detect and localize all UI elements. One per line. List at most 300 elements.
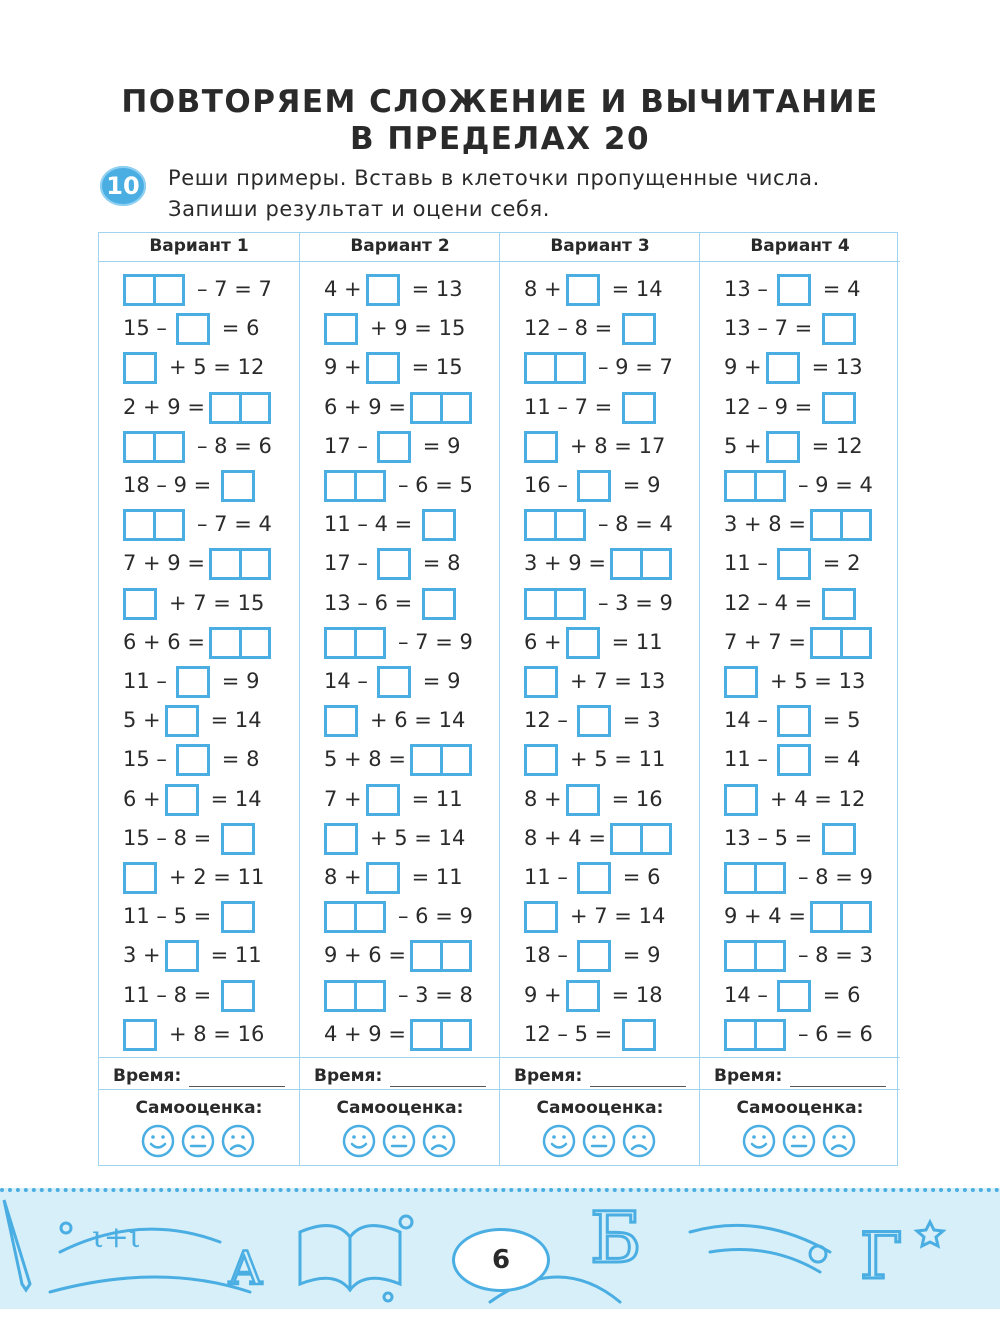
equation-text: – 8 = 9 bbox=[798, 865, 873, 889]
answer-box-two-digit[interactable] bbox=[724, 862, 786, 894]
answer-box[interactable] bbox=[577, 862, 611, 894]
equation-row bbox=[700, 939, 900, 971]
equation-row bbox=[99, 587, 299, 619]
equation-text: 14 – bbox=[324, 669, 368, 693]
time-row bbox=[300, 1057, 500, 1090]
page-title-line-1: ПОВТОРЯЕМ СЛОЖЕНИЕ И ВЫЧИТАНИЕ bbox=[121, 84, 879, 120]
variant-title: Вариант 1 bbox=[99, 233, 299, 262]
equation-row bbox=[700, 743, 900, 775]
equation-row bbox=[300, 704, 500, 736]
equation-text: + 2 = 11 bbox=[169, 865, 265, 889]
equation-text: 12 – bbox=[524, 708, 568, 733]
answer-box[interactable] bbox=[622, 1019, 656, 1051]
equation-row bbox=[700, 1018, 900, 1050]
equation-row bbox=[500, 351, 700, 383]
equation-row bbox=[500, 273, 700, 305]
equation-text: = 9 bbox=[622, 473, 661, 497]
self-assessment-label: Самооценка: bbox=[135, 1098, 263, 1118]
equation-row bbox=[500, 626, 700, 658]
answer-box-two-digit[interactable] bbox=[324, 627, 386, 659]
answer-box[interactable] bbox=[123, 1019, 157, 1051]
letter-a-doodle-icon: А bbox=[228, 1241, 263, 1295]
equation-text: 5 + 8 = bbox=[324, 747, 406, 772]
answer-box[interactable] bbox=[366, 862, 400, 894]
answer-box-two-digit[interactable] bbox=[610, 823, 672, 855]
equation-row bbox=[300, 273, 500, 305]
equation-text: – 6 = 9 bbox=[398, 904, 473, 929]
sparkle-doodle-icon bbox=[810, 1246, 826, 1262]
answer-box-two-digit[interactable] bbox=[324, 901, 386, 933]
equation-text: 11 – 7 = bbox=[524, 394, 613, 419]
equation-row bbox=[500, 900, 700, 932]
answer-box[interactable] bbox=[524, 431, 558, 463]
equation-row bbox=[300, 469, 500, 501]
equation-row bbox=[300, 939, 500, 971]
equation-row bbox=[700, 861, 900, 893]
equation-text: 7 + 7 = bbox=[724, 629, 806, 654]
equation-text: = 13 bbox=[411, 277, 463, 301]
equation-row bbox=[300, 547, 500, 579]
equation-text: = 11 bbox=[210, 943, 262, 968]
answer-box-two-digit[interactable] bbox=[410, 1019, 472, 1051]
equation-text: 12 – 9 = bbox=[724, 394, 813, 419]
sad-face-icon[interactable] bbox=[822, 1124, 856, 1162]
equation-text: 18 – bbox=[524, 943, 568, 968]
answer-box[interactable] bbox=[176, 666, 210, 698]
equation-row bbox=[300, 312, 500, 344]
answer-box[interactable] bbox=[176, 313, 210, 345]
task-number-badge: 10 bbox=[100, 166, 146, 206]
equation-row bbox=[99, 783, 299, 815]
star-doodle-icon bbox=[400, 1216, 412, 1228]
equation-row bbox=[99, 273, 299, 305]
equation-text: = 3 bbox=[622, 708, 661, 733]
equation-text: 14 – bbox=[724, 982, 768, 1007]
equation-row bbox=[700, 469, 900, 501]
equation-text: = 6 bbox=[822, 982, 861, 1007]
equation-text: 15 – bbox=[123, 316, 167, 341]
equation-text: = 9 bbox=[422, 669, 461, 693]
equation-row bbox=[300, 1018, 500, 1050]
equation-text: + 5 = 12 bbox=[169, 355, 265, 380]
answer-box[interactable] bbox=[566, 980, 600, 1012]
equation-text: – 9 = 4 bbox=[798, 473, 873, 497]
equation-text: 16 – bbox=[524, 473, 568, 497]
equation-row bbox=[99, 743, 299, 775]
equation-text: 9 + 4 = bbox=[724, 904, 806, 929]
time-label: Время: bbox=[714, 1066, 783, 1086]
answer-box-two-digit[interactable] bbox=[324, 980, 386, 1012]
equation-text: = 9 bbox=[622, 943, 661, 968]
answer-box[interactable] bbox=[577, 940, 611, 972]
answer-box[interactable] bbox=[566, 274, 600, 306]
answer-box-two-digit[interactable] bbox=[524, 588, 586, 620]
equation-row bbox=[99, 939, 299, 971]
answer-box-two-digit[interactable] bbox=[209, 548, 271, 580]
equation-text: – 6 = 6 bbox=[798, 1021, 873, 1046]
answer-box[interactable] bbox=[622, 392, 656, 424]
variant-title: Вариант 4 bbox=[700, 233, 900, 262]
self-assessment-label: Самооценка: bbox=[736, 1098, 864, 1118]
answer-box-two-digit[interactable] bbox=[410, 940, 472, 972]
equation-row bbox=[500, 783, 700, 815]
equation-text: 13 – 5 = bbox=[724, 825, 813, 850]
equation-row bbox=[500, 665, 700, 697]
equation-text: 17 – bbox=[324, 433, 368, 458]
answer-box-two-digit[interactable] bbox=[810, 901, 872, 933]
equation-text: – 8 = 4 bbox=[598, 512, 673, 537]
pencil-icon bbox=[4, 1200, 30, 1290]
self-assessment-row bbox=[700, 1089, 900, 1166]
equation-text: 6 + bbox=[123, 786, 161, 811]
equation-row bbox=[700, 665, 900, 697]
equation-text: 8 + 4 = bbox=[524, 825, 606, 850]
letter-g-doodle-icon: Г bbox=[860, 1220, 903, 1294]
answer-box[interactable] bbox=[165, 705, 199, 737]
equation-text: 6 + 6 = bbox=[123, 629, 205, 654]
equation-text: = 13 bbox=[811, 355, 863, 380]
happy-face-icon[interactable] bbox=[542, 1124, 576, 1162]
equation-text: = 9 bbox=[221, 669, 260, 693]
time-answer-line[interactable] bbox=[390, 1086, 486, 1087]
answer-box[interactable] bbox=[724, 784, 758, 816]
answer-box[interactable] bbox=[366, 784, 400, 816]
equation-row bbox=[99, 861, 299, 893]
equation-text: 12 – 8 = bbox=[524, 316, 613, 341]
answer-box[interactable] bbox=[377, 431, 411, 463]
equation-row bbox=[99, 979, 299, 1011]
equation-text: – 8 = 6 bbox=[197, 433, 272, 458]
equation-row bbox=[700, 783, 900, 815]
equation-row bbox=[500, 861, 700, 893]
equation-text: = 11 bbox=[611, 629, 663, 654]
equation-text: 18 – 9 = bbox=[123, 473, 212, 497]
equation-text: + 5 = 13 bbox=[770, 669, 866, 693]
equation-row bbox=[99, 430, 299, 462]
answer-box-two-digit[interactable] bbox=[123, 274, 185, 306]
equation-text: 11 – bbox=[724, 551, 768, 576]
equation-text: – 7 = 9 bbox=[398, 629, 473, 654]
equation-row bbox=[99, 547, 299, 579]
self-assessment-faces bbox=[542, 1124, 662, 1162]
equation-text: – 8 = 3 bbox=[798, 943, 873, 968]
equation-row bbox=[500, 1018, 700, 1050]
equation-text: 15 – bbox=[123, 747, 167, 772]
equation-row bbox=[99, 351, 299, 383]
equation-text: – 6 = 5 bbox=[398, 473, 473, 497]
equation-row bbox=[300, 626, 500, 658]
sad-face-icon[interactable] bbox=[622, 1124, 656, 1162]
answer-box[interactable] bbox=[577, 470, 611, 502]
equation-text: – 9 = 7 bbox=[598, 355, 673, 380]
equation-text: = 18 bbox=[611, 982, 663, 1007]
answer-box[interactable] bbox=[324, 823, 358, 855]
equation-text: = 14 bbox=[210, 708, 262, 733]
equation-text: = 15 bbox=[411, 355, 463, 380]
equation-text: – 7 = 4 bbox=[197, 512, 272, 537]
answer-box-two-digit[interactable] bbox=[324, 470, 386, 502]
equation-text: = 6 bbox=[221, 316, 260, 341]
time-label: Время: bbox=[314, 1066, 383, 1086]
equation-row bbox=[500, 822, 700, 854]
neutral-face-icon[interactable] bbox=[382, 1124, 416, 1162]
equation-row bbox=[500, 430, 700, 462]
equation-row bbox=[700, 351, 900, 383]
answer-box[interactable] bbox=[176, 744, 210, 776]
self-assessment-row bbox=[99, 1089, 299, 1166]
sad-face-icon[interactable] bbox=[422, 1124, 456, 1162]
instruction-line-2: Запиши результат и оцени себя. bbox=[168, 197, 551, 221]
equation-text: 14 – bbox=[724, 708, 768, 733]
equation-row bbox=[700, 900, 900, 932]
equation-text: 3 + bbox=[123, 943, 161, 968]
equation-text: = 4 bbox=[822, 747, 861, 772]
happy-face-icon[interactable] bbox=[141, 1124, 175, 1162]
equation-text: 6 + bbox=[524, 629, 562, 654]
answer-box[interactable] bbox=[324, 313, 358, 345]
answer-box[interactable] bbox=[422, 588, 456, 620]
answer-box[interactable] bbox=[777, 548, 811, 580]
equation-row bbox=[500, 704, 700, 736]
equation-row bbox=[300, 391, 500, 423]
answer-box-two-digit[interactable] bbox=[810, 627, 872, 659]
equation-text: + 5 = 11 bbox=[570, 747, 666, 772]
self-assessment-row bbox=[500, 1089, 700, 1166]
equation-row bbox=[99, 822, 299, 854]
equation-row bbox=[99, 312, 299, 344]
time-row bbox=[99, 1057, 299, 1090]
answer-box[interactable] bbox=[777, 274, 811, 306]
equation-text: = 12 bbox=[811, 433, 863, 458]
answer-box[interactable] bbox=[524, 744, 558, 776]
answer-box-two-digit[interactable] bbox=[410, 392, 472, 424]
equation-row bbox=[700, 822, 900, 854]
equation-text: 12 – 4 = bbox=[724, 590, 813, 615]
answer-box-two-digit[interactable] bbox=[209, 627, 271, 659]
equation-text: 12 – 5 = bbox=[524, 1021, 613, 1046]
equation-text: 13 – 7 = bbox=[724, 316, 813, 341]
equation-text: = 4 bbox=[822, 277, 861, 301]
instruction-line-1: Реши примеры. Вставь в клеточки пропущенные числа. bbox=[168, 166, 820, 190]
answer-box-two-digit[interactable] bbox=[123, 509, 185, 541]
time-label: Время: bbox=[514, 1066, 583, 1086]
equation-text: 5 + bbox=[724, 433, 762, 458]
equation-text: 6 + 9 = bbox=[324, 394, 406, 419]
equation-row bbox=[99, 665, 299, 697]
equation-text: 13 – bbox=[724, 277, 768, 301]
answer-box[interactable] bbox=[822, 392, 856, 424]
answer-box[interactable] bbox=[165, 784, 199, 816]
answer-box-two-digit[interactable] bbox=[209, 392, 271, 424]
sad-face-icon[interactable] bbox=[221, 1124, 255, 1162]
answer-box[interactable] bbox=[622, 313, 656, 345]
equation-row bbox=[700, 704, 900, 736]
equation-text: + 8 = 16 bbox=[169, 1021, 265, 1046]
equation-text: = 5 bbox=[822, 708, 861, 733]
answer-box-two-digit[interactable] bbox=[524, 352, 586, 384]
equation-text: = 8 bbox=[221, 747, 260, 772]
answer-box-two-digit[interactable] bbox=[524, 509, 586, 541]
equation-text: – 3 = 8 bbox=[398, 982, 473, 1007]
answer-box-two-digit[interactable] bbox=[610, 548, 672, 580]
neutral-face-icon[interactable] bbox=[181, 1124, 215, 1162]
equation-text: = 9 bbox=[422, 433, 461, 458]
answer-box[interactable] bbox=[221, 470, 255, 502]
variant-column bbox=[499, 233, 700, 1165]
time-answer-line[interactable] bbox=[189, 1086, 285, 1087]
equation-text: + 7 = 13 bbox=[570, 669, 666, 693]
answer-box[interactable] bbox=[524, 901, 558, 933]
answer-box[interactable] bbox=[822, 588, 856, 620]
equation-row bbox=[300, 979, 500, 1011]
answer-box-two-digit[interactable] bbox=[724, 1019, 786, 1051]
answer-box[interactable] bbox=[822, 313, 856, 345]
self-assessment-label: Самооценка: bbox=[336, 1098, 464, 1118]
answer-box[interactable] bbox=[123, 862, 157, 894]
self-assessment-label: Самооценка: bbox=[536, 1098, 664, 1118]
equation-row bbox=[99, 469, 299, 501]
equation-text: = 8 bbox=[422, 551, 461, 576]
equation-text: + 7 = 14 bbox=[570, 904, 666, 929]
answer-box[interactable] bbox=[822, 823, 856, 855]
equation-row bbox=[300, 861, 500, 893]
happy-face-icon[interactable] bbox=[342, 1124, 376, 1162]
page-title-line-2: В ПРЕДЕЛАХ 20 bbox=[349, 121, 651, 157]
answer-box[interactable] bbox=[577, 705, 611, 737]
time-answer-line[interactable] bbox=[590, 1086, 686, 1087]
equation-row bbox=[99, 626, 299, 658]
answer-box[interactable] bbox=[566, 784, 600, 816]
answer-box-two-digit[interactable] bbox=[724, 940, 786, 972]
equation-row bbox=[300, 587, 500, 619]
answer-box[interactable] bbox=[777, 705, 811, 737]
equation-text: 9 + bbox=[524, 982, 562, 1007]
answer-box[interactable] bbox=[123, 588, 157, 620]
time-row bbox=[700, 1057, 900, 1090]
equation-row bbox=[99, 391, 299, 423]
equation-row bbox=[700, 508, 900, 540]
self-assessment-row bbox=[300, 1089, 500, 1166]
time-label: Время: bbox=[113, 1066, 182, 1086]
equation-text: 9 + 6 = bbox=[324, 943, 406, 968]
answer-box[interactable] bbox=[221, 901, 255, 933]
answer-box[interactable] bbox=[524, 666, 558, 698]
equation-row bbox=[500, 979, 700, 1011]
equation-row bbox=[500, 547, 700, 579]
equation-row bbox=[99, 1018, 299, 1050]
equation-row bbox=[300, 430, 500, 462]
answer-box[interactable] bbox=[221, 823, 255, 855]
answer-box-two-digit[interactable] bbox=[123, 431, 185, 463]
equation-text: – 3 = 9 bbox=[598, 590, 673, 615]
equation-row bbox=[300, 743, 500, 775]
neutral-face-icon[interactable] bbox=[582, 1124, 616, 1162]
equation-row bbox=[300, 900, 500, 932]
equation-text: = 16 bbox=[611, 786, 663, 811]
answer-box[interactable] bbox=[366, 352, 400, 384]
equation-text: 3 + 8 = bbox=[724, 512, 806, 537]
answer-box-two-digit[interactable] bbox=[410, 744, 472, 776]
self-assessment-faces bbox=[342, 1124, 462, 1162]
equation-row bbox=[500, 391, 700, 423]
answer-box[interactable] bbox=[777, 744, 811, 776]
answer-box[interactable] bbox=[366, 274, 400, 306]
equation-row bbox=[700, 979, 900, 1011]
equation-row bbox=[300, 665, 500, 697]
answer-box[interactable] bbox=[777, 980, 811, 1012]
answer-box[interactable] bbox=[165, 940, 199, 972]
answer-box[interactable] bbox=[324, 705, 358, 737]
equation-row bbox=[700, 587, 900, 619]
answer-box-two-digit[interactable] bbox=[724, 470, 786, 502]
equation-text: 3 + 9 = bbox=[524, 551, 606, 576]
answer-box[interactable] bbox=[221, 980, 255, 1012]
equation-row bbox=[300, 822, 500, 854]
letter-b-doodle-icon: Б bbox=[590, 1197, 642, 1279]
equation-text: 8 + bbox=[524, 277, 562, 301]
equation-text: + 9 = 15 bbox=[370, 316, 466, 341]
equation-row bbox=[700, 391, 900, 423]
equation-text: + 4 = 12 bbox=[770, 786, 866, 811]
equation-row bbox=[700, 430, 900, 462]
answer-box[interactable] bbox=[377, 548, 411, 580]
equation-row bbox=[500, 743, 700, 775]
happy-face-icon[interactable] bbox=[742, 1124, 776, 1162]
answer-box[interactable] bbox=[566, 627, 600, 659]
variant-title: Вариант 3 bbox=[500, 233, 700, 262]
equation-text: + 6 = 14 bbox=[370, 708, 466, 733]
equation-text: 15 – 8 = bbox=[123, 825, 212, 850]
equation-row bbox=[700, 626, 900, 658]
answer-box[interactable] bbox=[766, 431, 800, 463]
answer-box[interactable] bbox=[724, 666, 758, 698]
answer-box[interactable] bbox=[377, 666, 411, 698]
equation-text: 11 – 8 = bbox=[123, 982, 212, 1007]
equation-text: 13 – 6 = bbox=[324, 590, 413, 615]
variant-title: Вариант 2 bbox=[300, 233, 500, 262]
equation-text: = 14 bbox=[210, 786, 262, 811]
time-answer-line[interactable] bbox=[790, 1086, 886, 1087]
equation-text: + 8 = 17 bbox=[570, 433, 666, 458]
equation-text: 11 – bbox=[123, 669, 167, 693]
answer-box[interactable] bbox=[766, 352, 800, 384]
equation-text: 4 + 9 = bbox=[324, 1021, 406, 1046]
equation-text: 7 + bbox=[324, 786, 362, 811]
equation-text: 5 + bbox=[123, 708, 161, 733]
equation-row bbox=[500, 469, 700, 501]
equation-row bbox=[700, 273, 900, 305]
equation-row bbox=[500, 312, 700, 344]
equation-text: 8 + bbox=[324, 865, 362, 889]
answer-box[interactable] bbox=[422, 509, 456, 541]
equation-text: = 14 bbox=[611, 277, 663, 301]
neutral-face-icon[interactable] bbox=[782, 1124, 816, 1162]
variant-column bbox=[699, 233, 900, 1165]
worksheet-table bbox=[98, 232, 898, 1166]
equation-text: = 11 bbox=[411, 786, 463, 811]
equation-text: 11 – 5 = bbox=[123, 904, 212, 929]
answer-box-two-digit[interactable] bbox=[810, 509, 872, 541]
equation-row bbox=[99, 508, 299, 540]
equation-text: 11 – 4 = bbox=[324, 512, 413, 537]
answer-box[interactable] bbox=[123, 352, 157, 384]
equation-text: 4 + bbox=[324, 277, 362, 301]
time-row bbox=[500, 1057, 700, 1090]
equation-text: 9 + bbox=[324, 355, 362, 380]
equation-text: 11 – bbox=[724, 747, 768, 772]
equation-text: – 7 = 7 bbox=[197, 277, 272, 301]
equation-row bbox=[300, 783, 500, 815]
